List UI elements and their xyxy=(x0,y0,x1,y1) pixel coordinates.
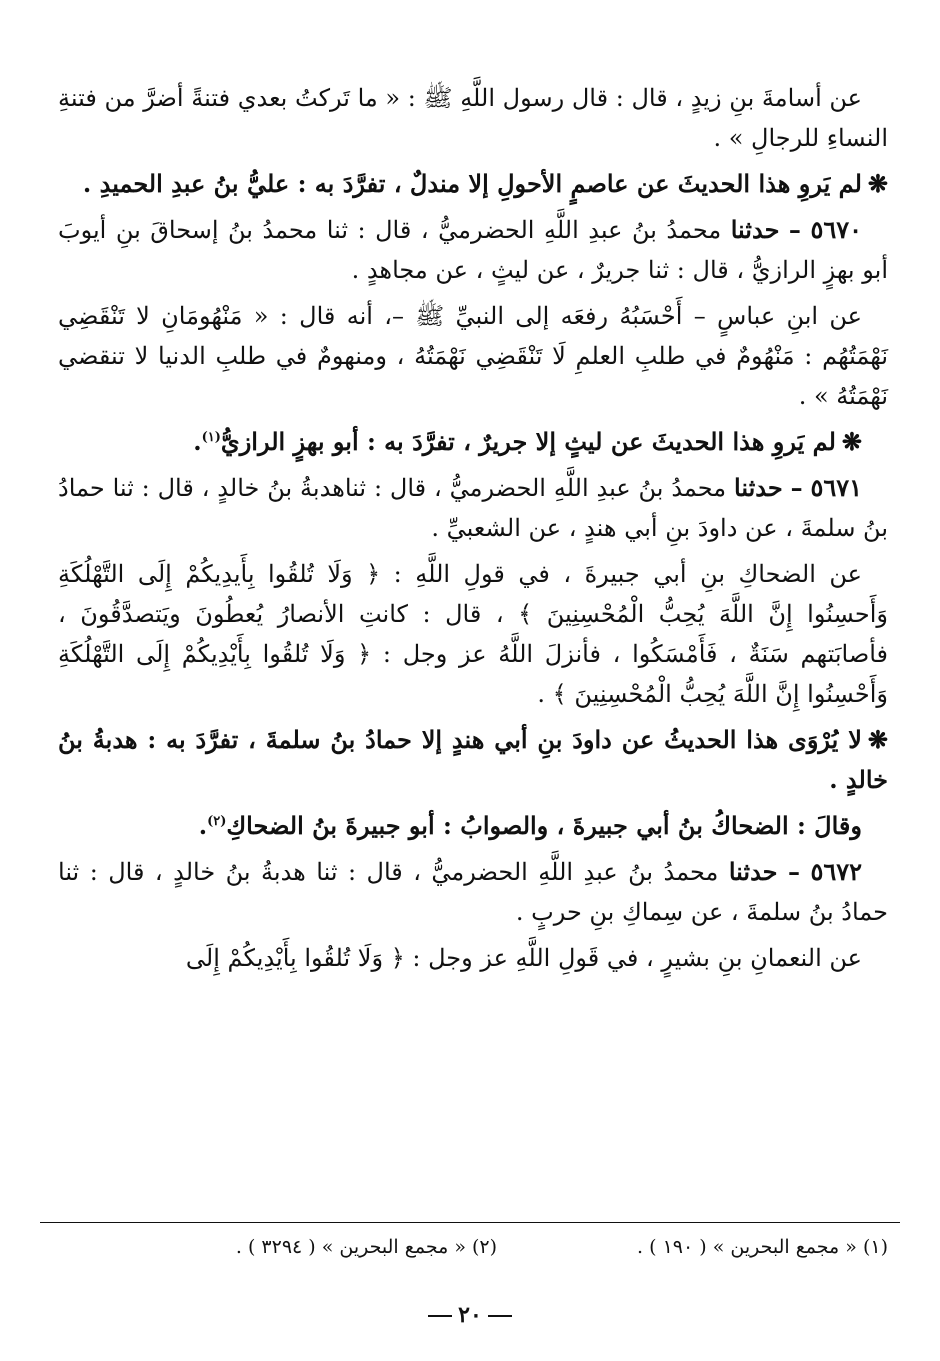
footnote-ref-2[interactable]: (٢) xyxy=(207,814,227,829)
correction-note xyxy=(58,806,888,846)
narrator-note-text: لا يُرْوَى هذا الحديثُ عن داودَ بنِ أبي هندٍ إلا حمادُ بنُ سلمةَ ، تفرَّدَ به : هدبةُ بنُ خالدٍ . xyxy=(58,725,888,794)
hadith-dash: – xyxy=(787,857,800,886)
hadith-number: ٥٦٧١ xyxy=(810,473,863,502)
page-number-dash-right xyxy=(428,1315,452,1317)
hadith-text-ibn-abbas: عن ابنِ عباسٍ – أَحْسَبُهُ رفعَه إلى النبيِّ ﷺ –، أنه قال : « مَنْهُومَانِ لا تَنْقَضِي نَهْمَتُهُم : مَنْهُومٌ في طلبِ العلمِ لَا تَنْقَضِي نَهْمَتُهُ ، ومنهومٌ في طلبِ الدنيا لا تنقضي نَهْمَتُهُ » . xyxy=(58,302,888,410)
hadith-text-dahhak: عن الضحاكِ بنِ أبي جبيرةَ ، في قولِ اللَّهِ : ﴿ وَلَا تُلقُوا بِأَيدِيكُمْ إِلَى التَّهْلُكَةِ وَأَحسِنُوا إِنَّ اللَّهَ يُحِبُّ الْمُحْسِنِينَ ﴾ ، قال : كانتِ الأنصارُ يُعطُونَ ويَتصدَّقُونَ ، فأصابَتهم سَنَةٌ ، فَأَمْسَكُوا ، فأنزلَ اللَّهُ عز وجل : ﴿ وَلَا تُلقُوا بِأَيْدِيكُمْ إِلَى التَّهْلُكَةِ وَأَحْسِنُوا إِنَّ اللَّهَ يُحِبُّ الْمُحْسِنِينَ ﴾ . xyxy=(58,560,888,708)
hadith-chain-text: محمدُ بنُ عبدِ اللَّهِ الحضرميُّ ، قال : ثنا هدبةُ بنُ خالدٍ ، قال : ثنا حمادُ بنُ سلمةَ ، عن سِماكِ بنِ حربٍ . xyxy=(58,858,888,926)
narrator-note-dawud xyxy=(58,720,888,800)
hadith-chain-5671 xyxy=(58,468,888,548)
star-ornament-icon: ❋ xyxy=(867,725,888,754)
star-ornament-icon: ❋ xyxy=(841,427,862,456)
hadith-dash: – xyxy=(790,473,803,502)
star-ornament-icon: ❋ xyxy=(867,169,888,198)
page-number-dash-left xyxy=(488,1315,512,1317)
hadith-lead: حدثنا xyxy=(728,857,778,886)
hadith-number: ٥٦٧٠ xyxy=(810,215,862,244)
narrator-note-text: لم يَروِ هذا الحديثَ عن عاصمٍ الأحولِ إلا مندلٌ ، تفرَّدَ به : عليُّ بنُ عبدِ الحميدِ . xyxy=(82,169,862,198)
page-number-value: ٢٠ xyxy=(458,1302,482,1328)
page-number xyxy=(0,1302,940,1328)
hadith-chain-text: محمدُ بنُ عبدِ اللَّهِ الحضرميُّ ، قال : ثناهدبةُ بنُ خالدٍ ، قال : ثنا حمادُ بنُ سلمةَ ، عن داودَ بنِ أبي هندٍ ، عن الشعبيِّ . xyxy=(58,474,888,542)
correction-note-text: وقالَ : الضحاكُ بنُ أبي جبيرةَ ، والصوابُ : أبو جبيرةَ بنُ الضحاكِ xyxy=(226,811,862,840)
footnote-ref-1[interactable]: (١) xyxy=(201,430,221,445)
footnote-divider xyxy=(40,1222,900,1223)
narrator-note-mandal xyxy=(58,164,888,204)
hadith-dash: – xyxy=(788,215,801,244)
hadith-lead: حدثنا xyxy=(730,215,780,244)
hadith-lead: حدثنا xyxy=(734,473,783,502)
hadith-chain-5672 xyxy=(58,852,888,932)
hadith-text-usama: عن أسامةَ بنِ زيدٍ ، قال : قال رسول اللَّهِ ﷺ : « ما تَركتُ بعدي فتنةً أضرَّ من فتنةِ النساءِ للرجالِ » . xyxy=(58,84,888,152)
hadith-chain-text: محمدُ بنُ عبدِ اللَّهِ الحضرميُّ ، قال : ثنا محمدُ بنُ إسحاقَ بنِ أيوبَ أبو بهزٍ الرازيُّ ، قال : ثنا جريرٌ ، عن ليثٍ ، عن مجاهدٍ . xyxy=(58,216,888,284)
hadith-chain-5670 xyxy=(58,210,888,290)
footnotes xyxy=(58,1232,888,1262)
footnote-2: (٢) « مجمع البحرين » ( ٣٢٩٤ ) . xyxy=(235,1236,498,1258)
narrator-note-layth: ❋لم يَروِ هذا الحديثَ عن ليثٍ إلا جريرٌ ، تفرَّدَ به : أبو بهزٍ الرازيُّ$^{(١)}$. xyxy=(193,427,862,456)
footnote-1: (١) « مجمع البحرين » ( ١٩٠ ) . xyxy=(637,1236,888,1258)
hadith-text-numan: عن النعمانِ بنِ بشيرٍ ، في قَولِ اللَّهِ عز وجل : ﴿ وَلَا تُلقُوا بِأَيْدِيكُمْ إِلَى xyxy=(185,944,862,972)
narrator-note-text: لم يَروِ هذا الحديثَ عن ليثٍ إلا جريرٌ ، تفرَّدَ به : أبو بهزٍ الرازيُّ xyxy=(220,427,836,456)
hadith-number: ٥٦٧٢ xyxy=(810,857,862,886)
correction-note-tail: . xyxy=(198,811,208,840)
